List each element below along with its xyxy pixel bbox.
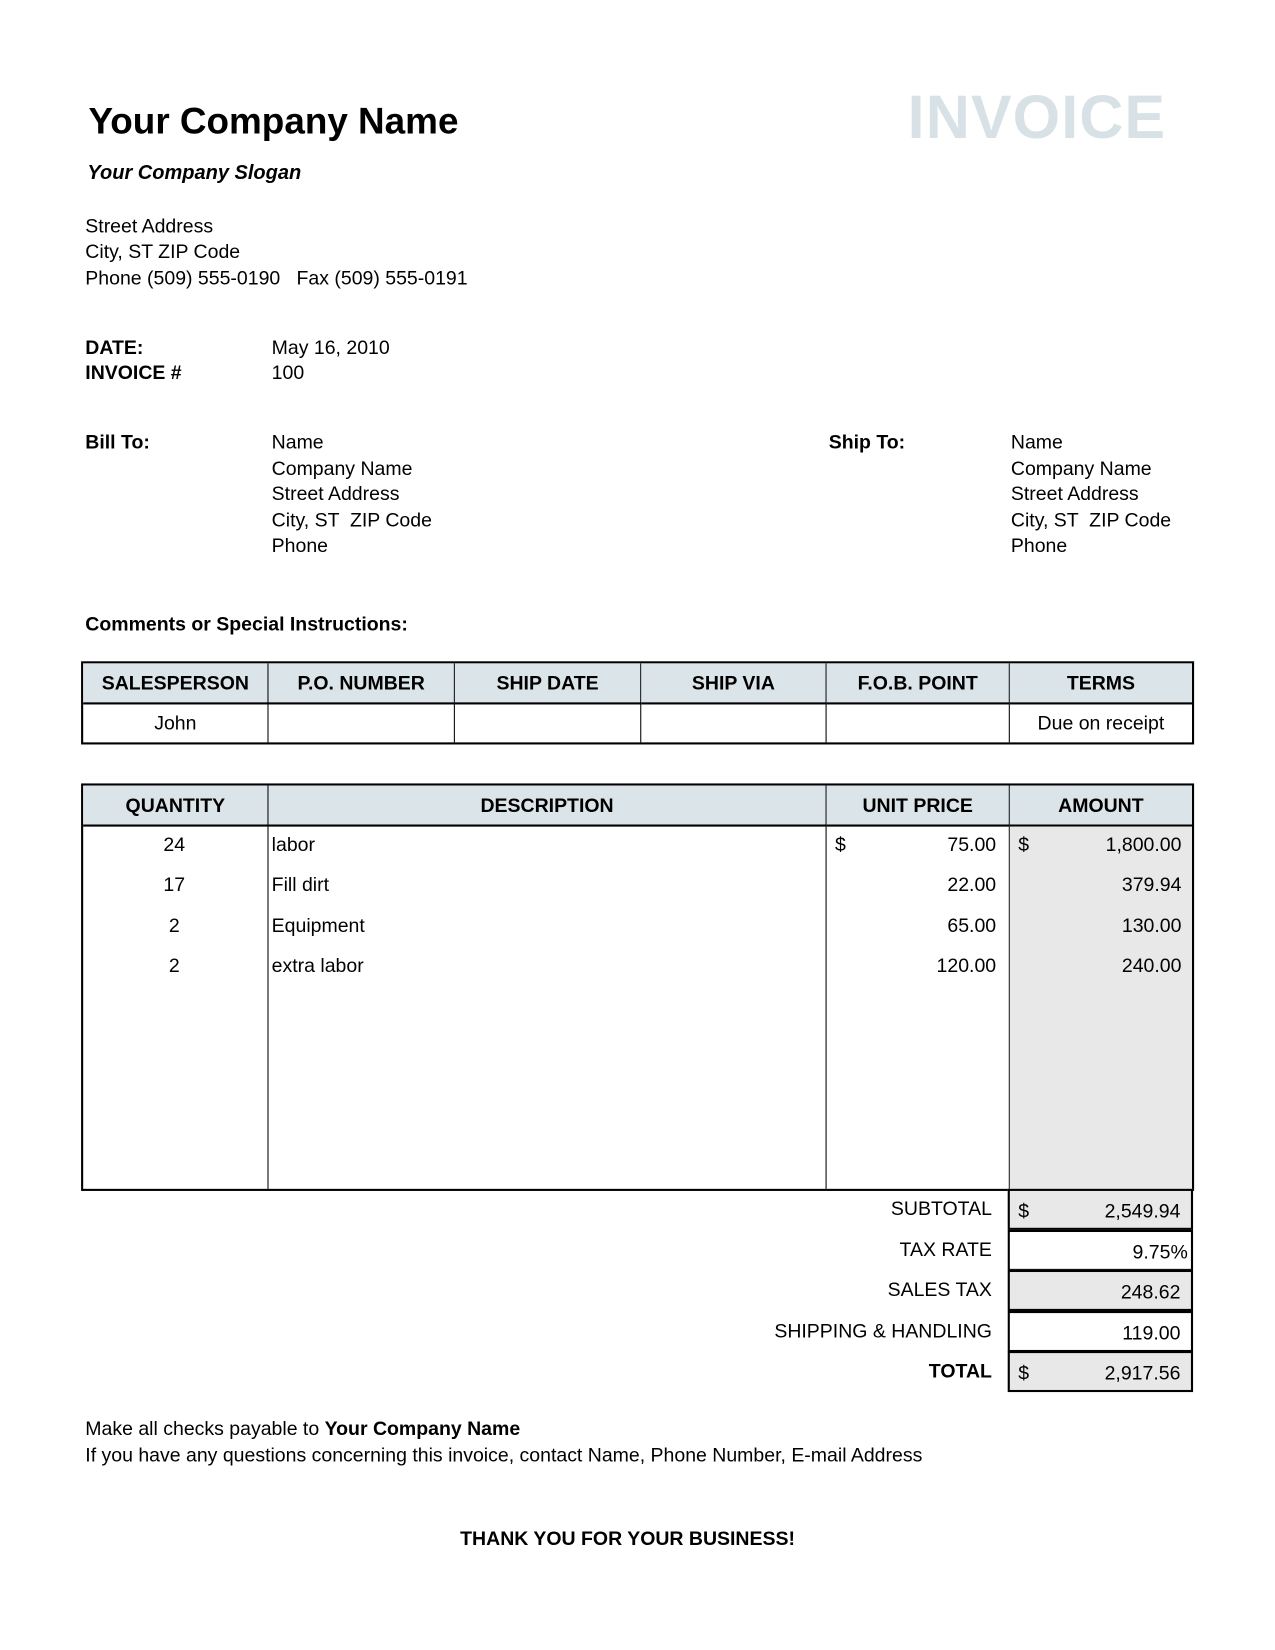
tax-rate-value: 9.75% bbox=[1132, 1240, 1188, 1263]
tax-rate-label: TAX RATE bbox=[899, 1238, 992, 1261]
payable-prefix: Make all checks payable to bbox=[85, 1417, 325, 1440]
ship-to-address bbox=[1011, 430, 1171, 559]
currency-symbol: $ bbox=[1018, 1199, 1030, 1222]
currency-symbol: $ bbox=[835, 832, 846, 856]
shipping-value: 119.00 bbox=[1122, 1321, 1181, 1344]
sales-tax-box bbox=[1008, 1270, 1193, 1311]
subtotal-box bbox=[1008, 1189, 1193, 1230]
subtotal-value: 2,549.94 bbox=[1104, 1199, 1181, 1222]
company-slogan: Your Company Slogan bbox=[87, 162, 302, 185]
item-description: extra labor bbox=[271, 954, 364, 977]
bill-to-line: Street Address bbox=[271, 482, 400, 505]
fob-point-value bbox=[827, 704, 1010, 742]
company-city: City, ST ZIP Code bbox=[85, 240, 241, 263]
currency-symbol: $ bbox=[1018, 832, 1030, 856]
ship-to-line: Street Address bbox=[1010, 482, 1139, 505]
item-amount: 240.00 bbox=[1121, 954, 1182, 977]
payable-note bbox=[85, 1416, 520, 1441]
header-ship-date: SHIP DATE bbox=[455, 663, 641, 704]
item-amount: 130.00 bbox=[1121, 914, 1182, 937]
header-fob-point: F.O.B. POINT bbox=[827, 663, 1010, 704]
ship-date-value bbox=[455, 704, 641, 742]
bill-to-label: Bill To: bbox=[85, 430, 150, 453]
tax-rate-box[interactable] bbox=[1008, 1230, 1193, 1271]
ship-to-line: Name bbox=[1010, 430, 1063, 453]
description-column bbox=[269, 827, 827, 1189]
shipping-label: SHIPPING & HANDLING bbox=[774, 1319, 992, 1342]
ship-to-label: Ship To: bbox=[828, 430, 906, 453]
item-unit-price: 75.00 bbox=[947, 832, 997, 856]
ship-via-value bbox=[641, 704, 826, 742]
salesperson-value: John bbox=[83, 704, 268, 742]
total-label: TOTAL bbox=[928, 1359, 992, 1382]
header-description: DESCRIPTION bbox=[269, 786, 827, 827]
ship-to-line: Company Name bbox=[1010, 456, 1152, 479]
shipping-box[interactable] bbox=[1008, 1311, 1193, 1352]
sales-tax-value: 248.62 bbox=[1120, 1280, 1181, 1303]
date-value: May 16, 2010 bbox=[271, 335, 390, 359]
po-number-value bbox=[269, 704, 455, 742]
payable-name: Your Company Name bbox=[324, 1417, 521, 1440]
company-name: Your Company Name bbox=[88, 101, 459, 143]
bill-to-line: Name bbox=[271, 430, 324, 453]
item-unit-price: 22.00 bbox=[947, 872, 997, 896]
thank-you: THANK YOU FOR YOUR BUSINESS! bbox=[460, 1526, 795, 1549]
item-amount: 1,800.00 bbox=[1105, 832, 1182, 856]
company-street: Street Address bbox=[85, 214, 214, 237]
order-info-table bbox=[81, 661, 1194, 744]
total-value: 2,917.56 bbox=[1104, 1361, 1181, 1384]
invoice-title: INVOICE bbox=[907, 83, 1167, 152]
subtotal-label: SUBTOTAL bbox=[890, 1197, 992, 1220]
date-label: DATE: bbox=[85, 335, 144, 359]
header-quantity: QUANTITY bbox=[83, 786, 268, 827]
header-amount: AMOUNT bbox=[1010, 786, 1192, 827]
bill-to-line: Phone bbox=[271, 533, 329, 556]
comments-label: Comments or Special Instructions: bbox=[85, 612, 408, 635]
ship-to-line: Phone bbox=[1010, 533, 1068, 556]
invoice-number-label: INVOICE # bbox=[85, 361, 182, 384]
bill-to-line: City, ST ZIP Code bbox=[271, 508, 432, 531]
item-quantity: 24 bbox=[163, 832, 186, 856]
item-description: labor bbox=[271, 832, 315, 856]
item-unit-price: 120.00 bbox=[936, 954, 997, 977]
sales-tax-label: SALES TAX bbox=[887, 1278, 992, 1301]
bill-to-address bbox=[272, 430, 432, 559]
invoice-number-value: 100 bbox=[271, 361, 305, 384]
item-quantity: 2 bbox=[168, 954, 180, 977]
ship-to-line: City, ST ZIP Code bbox=[1010, 508, 1172, 531]
header-po-number: P.O. NUMBER bbox=[269, 663, 455, 704]
header-terms: TERMS bbox=[1010, 663, 1192, 704]
item-amount: 379.94 bbox=[1121, 872, 1182, 896]
total-box bbox=[1008, 1351, 1193, 1392]
company-phone-fax: Phone (509) 555-0190 Fax (509) 555-0191 bbox=[85, 266, 468, 289]
header-salesperson: SALESPERSON bbox=[83, 663, 268, 704]
item-description: Fill dirt bbox=[271, 872, 330, 896]
item-description: Equipment bbox=[271, 914, 365, 937]
item-quantity: 17 bbox=[163, 872, 186, 896]
item-unit-price: 65.00 bbox=[947, 914, 997, 937]
item-quantity: 2 bbox=[168, 914, 180, 937]
questions-note: If you have any questions concerning this invoice, contact Name, Phone Number, E-mail Address bbox=[85, 1443, 923, 1466]
terms-value: Due on receipt bbox=[1037, 711, 1165, 734]
bill-to-line: Company Name bbox=[271, 456, 413, 479]
header-unit-price: UNIT PRICE bbox=[827, 786, 1010, 827]
currency-symbol: $ bbox=[1018, 1361, 1030, 1384]
header-ship-via: SHIP VIA bbox=[641, 663, 826, 704]
